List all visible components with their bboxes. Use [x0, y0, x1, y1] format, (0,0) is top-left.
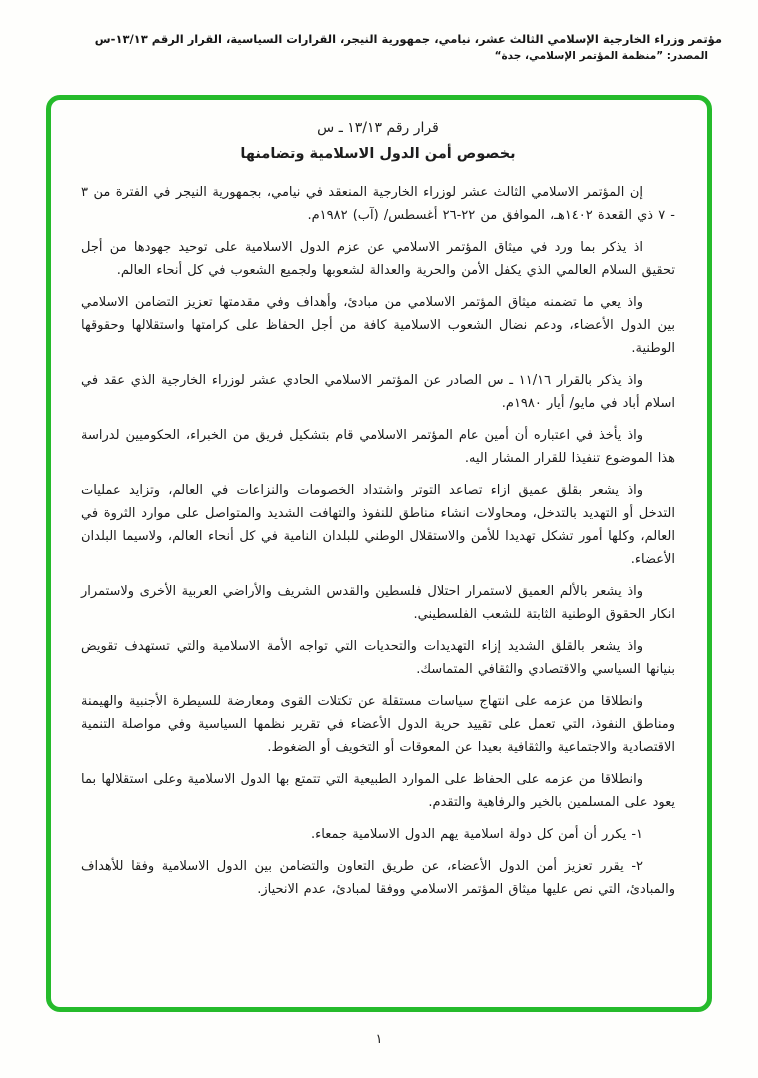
paragraph-preamble: إن المؤتمر الاسلامي الثالث عشر لوزراء الخارجية المنعقد في نيامي، بجمهورية النيجر في الفترة من ٣ - ٧ ذي القعدة ١٤٠٢هـ، الموافق من ٢٢-٢٦ أغسطس/ (آب) ١٩٨٢م.: [81, 185, 675, 224]
paragraph-independent-policies: وانطلاقا من عزمه على انتهاج سياسات مستقلة عن تكتلات القوى ومعارضة للسيطرة الأجنبية والهيمنة ومناطق النفوذ، التي تعمل على تقييد حرية الدول الأعضاء في تقرير نظمها السياسية وفي مواصلة التنمية الاقتصادية والاجتماعية والثقافية بعيدا عن المعوقات أو التخويف أو الضغوط.: [81, 694, 675, 756]
paragraph-palestine-occupation: واذ يشعر بالألم العميق لاستمرار احتلال فلسطين والقدس الشريف والأراضي العربية الأخرى ولاستمرار انكار الحقوق الوطنية الثابتة للشعب الفلسطيني.: [81, 584, 675, 623]
paragraph-aware-principles: واذ يعي ما تضمنه ميثاق المؤتمر الاسلامي من مبادئ، وأهداف وفي مقدمتها تعزيز التضامن الاسلامي بين الدول الأعضاء، ودعم نضال الشعوب الاسلامية كافة من أجل الحفاظ على كرامتها واستقلالها وحقوقها الوطنية.: [81, 295, 675, 357]
operative-item-1: ١- يكرر أن أمن كل دولة اسلامية يهم الدول الاسلامية جمعاء.: [311, 827, 643, 843]
paragraph-recalling-resolution: واذ يذكر بالقرار ١١/١٦ ـ س الصادر عن المؤتمر الاسلامي الحادي عشر لوزراء الخارجية الذي عقد في اسلام أباد في مايو/ أيار ١٩٨٠م.: [81, 373, 675, 412]
green-border-frame: [46, 95, 712, 1012]
page-number: ١: [375, 1032, 383, 1047]
resolution-body: [81, 116, 675, 901]
operative-item-2: ٢- يقرر تعزيز أمن الدول الأعضاء، عن طريق التعاون والتضامن بين الدول الاسلامية وفقا للأهداف والمبادئ، التي نص عليها ميثاق المؤتمر الاسلامي ووفقا لمبادئ، عدم الانحياز.: [81, 859, 675, 898]
header-source: المصدر: ”منظمة المؤتمر الإسلامي، جدة“: [494, 50, 708, 63]
header-citation: مؤتمر وزراء الخارجية الإسلامي الثالث عشر، نيامي، جمهورية النيجر، القرارات السياسية، القرار الرقم ١٣/١٣-س: [94, 32, 722, 46]
paragraph-natural-resources: وانطلاقا من عزمه على الحفاظ على الموارد الطبيعية التي تتمتع بها الدول الاسلامية وعلى استقلالها بما يعود على المسلمين بالخير والرفاهية والتقدم.: [81, 772, 675, 811]
paragraph-recalling-charter: اذ يذكر بما ورد في ميثاق المؤتمر الاسلامي عن عزم الدول الاسلامية على توحيد جهودها من أجل تحقيق السلام العالمي الذي يكفل الأمن والحرية والعدالة لشعوبها ولجميع الشعوب في كل أنحاء العالم.: [81, 240, 675, 279]
paragraph-expert-group: واذ يأخذ في اعتباره أن أمين عام المؤتمر الاسلامي قام بتشكيل فريق من الخبراء، الحكوميين لدراسة هذا الموضوع تنفيذا للقرار المشار اليه.: [81, 428, 675, 467]
resolution-number-title: قرار رقم ١٣/١٣ ـ س: [317, 120, 439, 136]
resolution-subject-title: بخصوص أمن الدول الاسلامية وتضامنها: [240, 146, 516, 163]
paragraph-deep-concern: واذ يشعر بقلق عميق ازاء تصاعد التوتر واشتداد الخصومات والنزاعات في العالم، وتزايد عمليات التدخل أو التهديد بالتدخل، ومحاولات انشاء مناطق للنفوذ والتهافت الشديد والمتواصل على موارد الثروة في العالم، وكلها أمور تشكل تهديدا للأمن والاستقلال الوطني للبلدان النامية في كل أنحاء العالم، ولاسيما البلدان الأعضاء.: [81, 483, 675, 568]
document-header: [36, 30, 722, 66]
paragraph-threats-challenges: واذ يشعر بالقلق الشديد إزاء التهديدات والتحديات التي تواجه الأمة الاسلامية والتي تستهدف تقويض بنيانها السياسي والاقتصادي والثقافي المتماسك.: [81, 639, 675, 678]
